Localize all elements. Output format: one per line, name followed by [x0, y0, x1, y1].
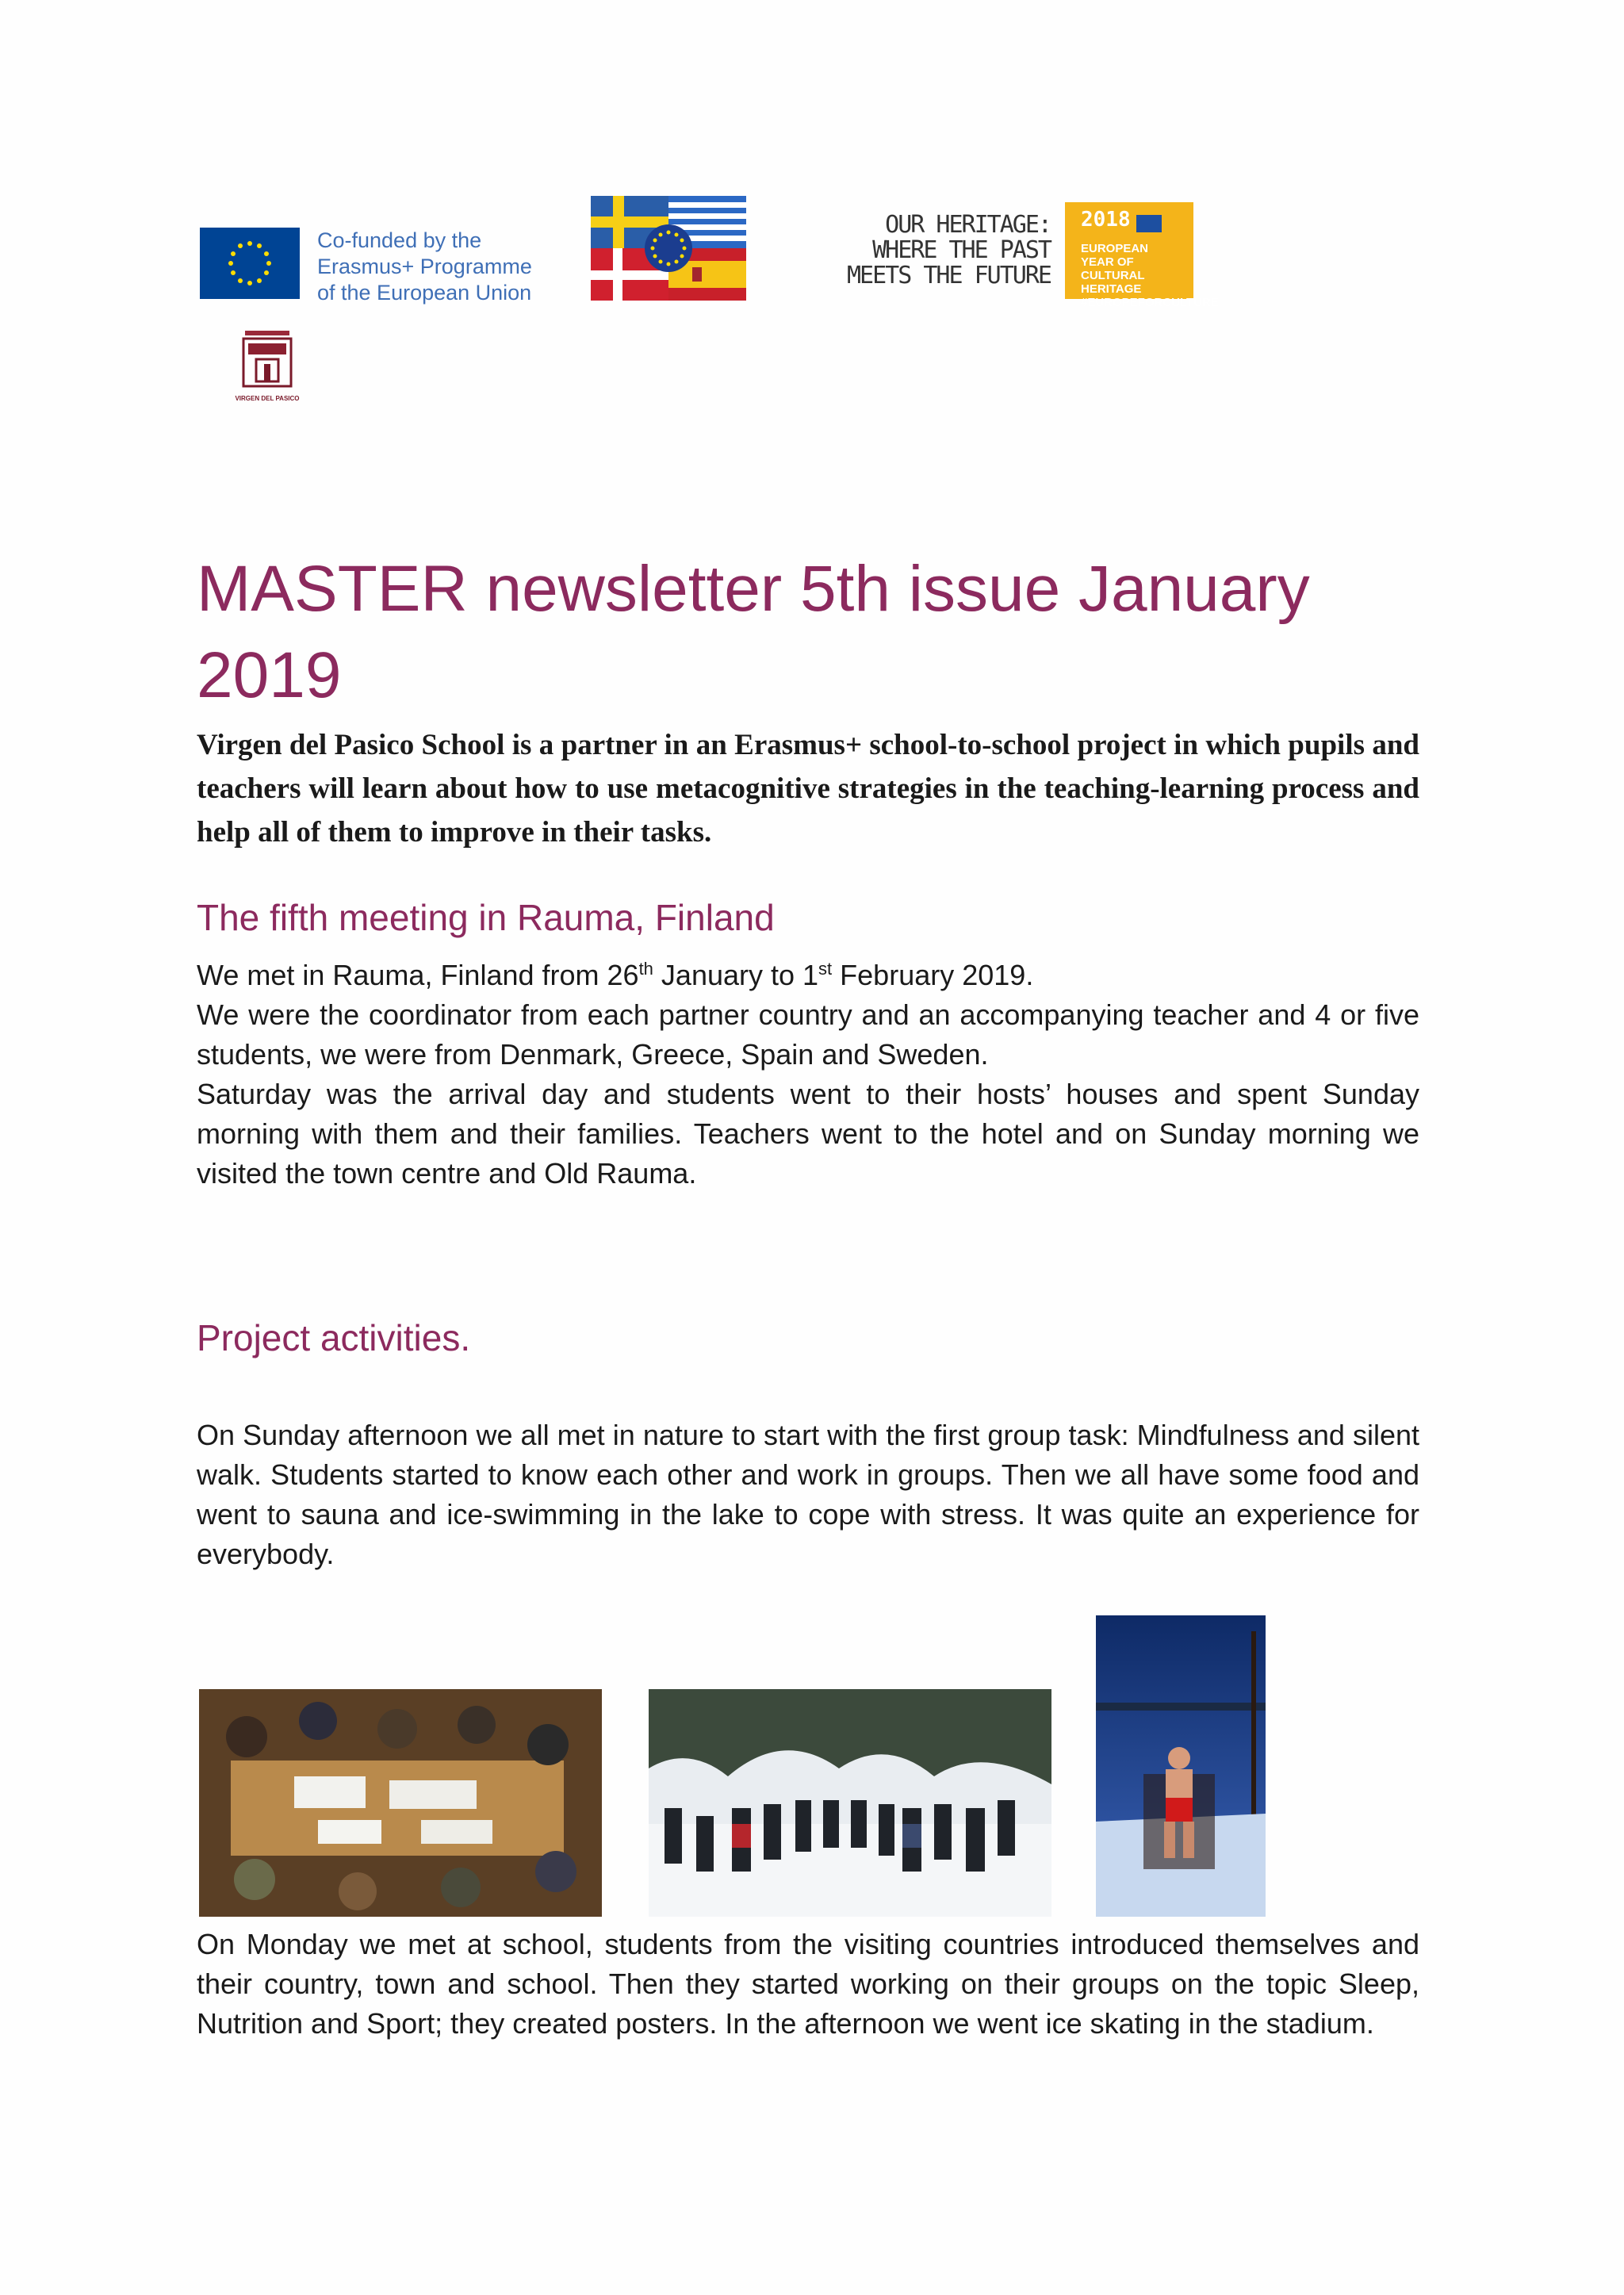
eu-logo-line1: Co-funded by the — [317, 228, 482, 252]
section1-body — [197, 956, 1419, 1193]
intro-paragraph: Virgen del Pasico School is a partner in an Erasmus+ school-to-school project in which pupils and teachers will learn about how to use metacognitive strategies in the teaching-learning process and help all of them to improve in their tasks. — [197, 729, 1419, 849]
heritage-line2: WHERE THE PAST — [872, 236, 1051, 264]
heritage-line3: MEETS THE FUTURE — [847, 262, 1051, 289]
heritage-logo — [847, 202, 1219, 309]
meeting-dates-line: We met in Rauma, Finland from 26th January to 1st February 2019. — [197, 959, 1034, 991]
photo-ice-swimming — [1096, 1615, 1266, 1917]
monday-activities-paragraph: On Monday we met at school, students from the visiting countries introduced themselves and their country, town and school. Then they started working on their groups on the topic Sleep, Nutrition and Sport; they created posters. In the afternoon we went ice skating in the stadium. — [197, 1928, 1419, 2040]
eu-mini-flag-icon — [1136, 215, 1162, 232]
heritage-badge-text: EUROPEAN YEAR OF CULTURAL HERITAGE #EUROPEFORCULTURE — [1080, 242, 1219, 309]
heritage-year-badge — [1065, 202, 1219, 309]
eu-logo-text — [317, 228, 532, 306]
heritage-line1: OUR HERITAGE: — [885, 211, 1051, 239]
sunday-activities-paragraph: On Sunday afternoon we all met in nature to start with the first group task: Mindfulness and silent walk. Students started to know each other and work in groups. Then we all have some food and went to sauna and ice-swimming in the lake to cope with stress. It was quite an experience for everybody. — [197, 1419, 1419, 1570]
partner-flags-logo — [591, 196, 746, 301]
arrival-paragraph: Saturday was the arrival day and students went to their hosts’ houses and spent Sunday morning with them and their families. Teachers went to the hotel and on Sunday morning we visited the town centre and Old Rauma. — [197, 1078, 1419, 1190]
heritage-badge-year: 2018 — [1080, 208, 1131, 232]
eu-flag-icon — [200, 228, 300, 299]
eu-logo-line3: of the European Union — [317, 281, 532, 305]
photo-group-work-table — [199, 1689, 602, 1917]
heritage-slogan — [847, 213, 1051, 289]
participants-paragraph: We were the coordinator from each partner country and an accompanying teacher and 4 or five students, we were from Denmark, Greece, Spain and Sweden. — [197, 998, 1419, 1071]
eu-logo-line2: Erasmus+ Programme — [317, 255, 532, 278]
school-logo-caption: VIRGEN DEL PASICO — [235, 395, 300, 402]
photo-silent-walk-snow — [649, 1689, 1051, 1917]
school-logo — [224, 324, 310, 410]
newsletter-title: MASTER newsletter 5th issue January 2019 — [197, 553, 1310, 711]
section-heading-project-activities: Project activities. — [197, 1317, 471, 1358]
erasmus-cofunded-logo — [200, 228, 532, 306]
section-heading-fifth-meeting: The fifth meeting in Rauma, Finland — [197, 897, 775, 938]
